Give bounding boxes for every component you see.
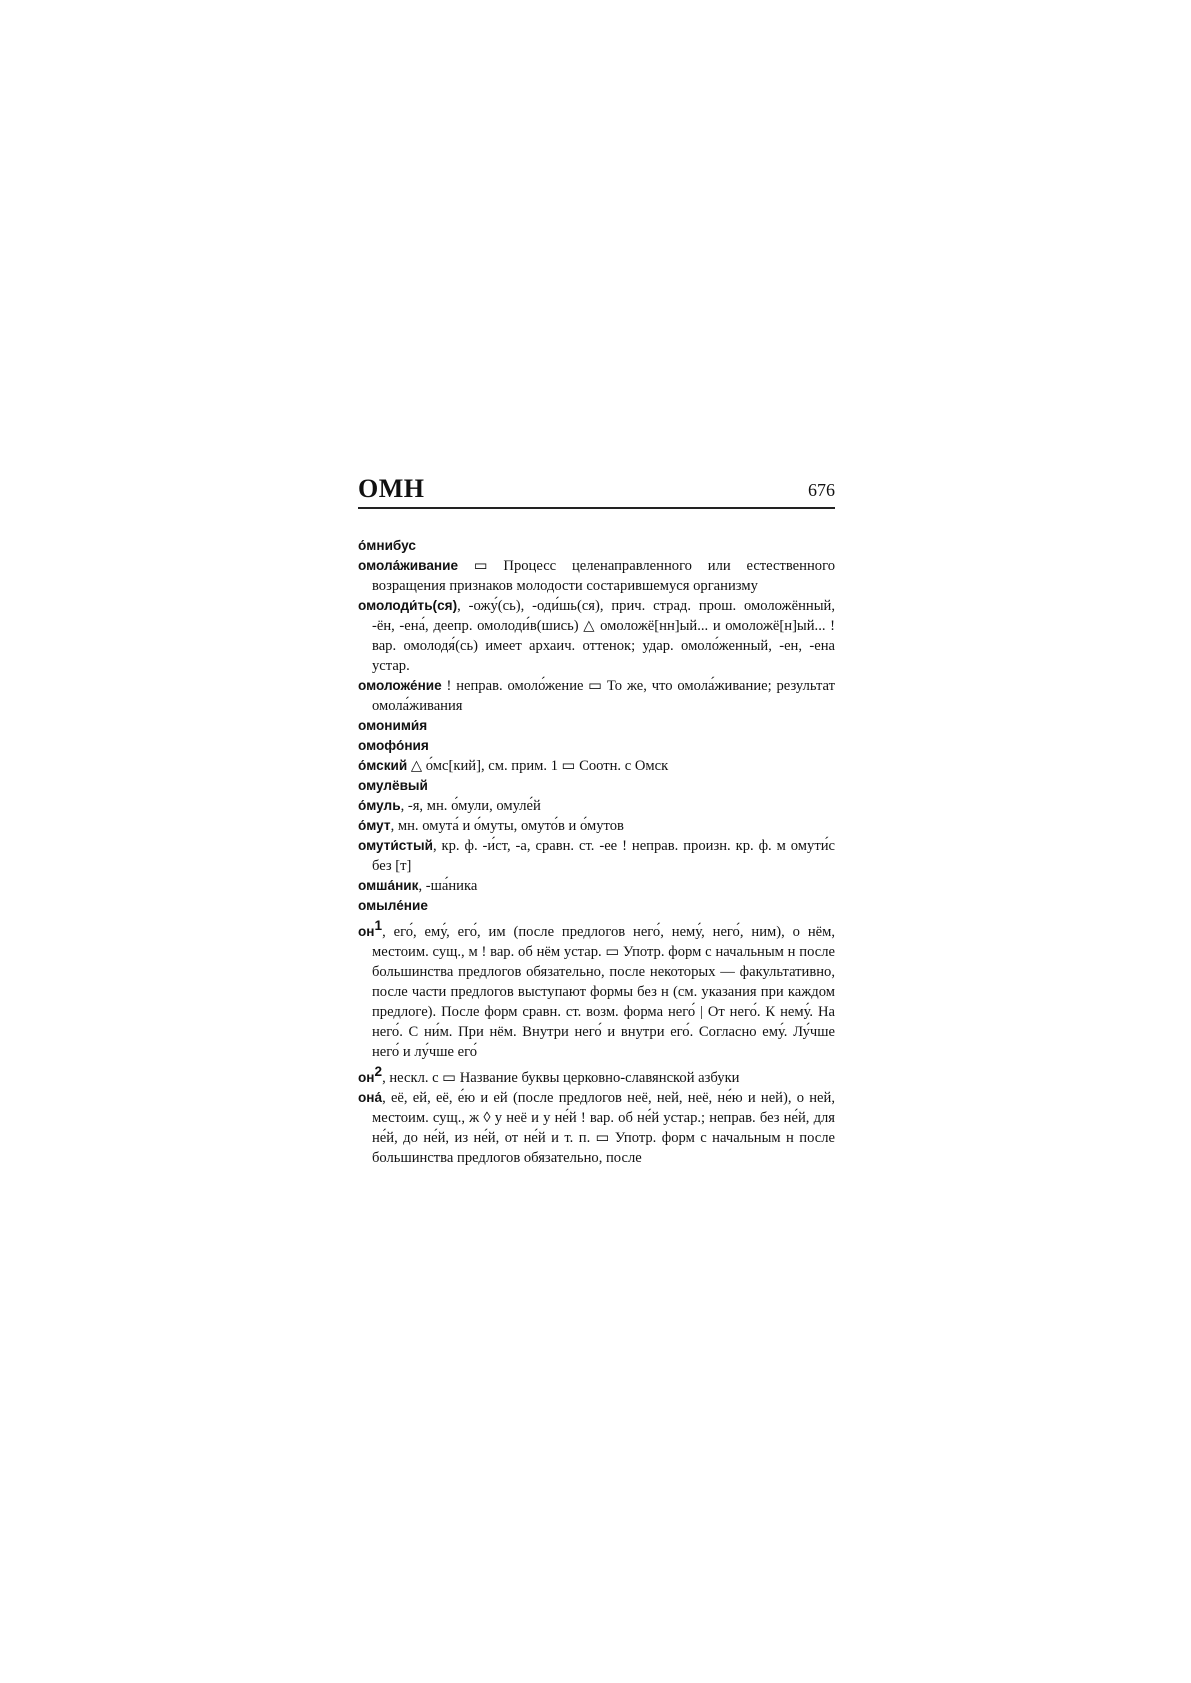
entry-headword: омулёвый	[358, 778, 428, 793]
dictionary-entry	[358, 896, 835, 916]
homonym-number: 2	[374, 1063, 383, 1079]
entry-headword: о́мский	[358, 758, 408, 773]
entry-body: , -я, мн. о́мули, омуле́й	[400, 798, 541, 814]
entry-body: , -ша́ника	[418, 878, 478, 894]
entry-headword: она́	[358, 1089, 383, 1105]
entry-headword: омоложе́ние	[358, 678, 442, 693]
entry-headword: о́мут	[358, 818, 391, 833]
dictionary-entry	[358, 756, 835, 776]
dictionary-entry	[358, 596, 835, 676]
dictionary-entry	[358, 556, 835, 596]
header-rule	[358, 507, 835, 509]
dictionary-page	[358, 474, 835, 1168]
entry-body: , кр. ф. -и́ст, -а, сравн. ст. -ее ! неправ. произн. кр. ф. м омути́с без [т]	[372, 838, 835, 874]
entry-body: , её, ей, её, е́ю и ей (после предлогов неё, ней, неё, не́ю и ней), о ней, местоим. сущ., ж ◊ у неё и у не́й ! вар. об не́й устар.; неправ. без не́й, для не́й, до не́й, из не́й, от не́й и т. п. ▭ Употр. форм с начальным н после большинства предлогов обязательно, после	[372, 1089, 835, 1166]
dictionary-entry	[358, 796, 835, 816]
entry-body: , мн. омута́ и о́муты, омуто́в и о́мутов	[390, 818, 624, 834]
dictionary-entry	[358, 536, 835, 556]
entry-body: , нескл. с ▭ Название буквы церковно-славянской азбуки	[382, 1069, 740, 1086]
page-header	[358, 474, 835, 508]
dictionary-entry	[358, 816, 835, 836]
dictionary-entry	[358, 716, 835, 736]
homonym-number: 1	[374, 918, 383, 933]
dictionary-entry	[358, 916, 835, 1062]
entry-headword: он	[358, 923, 375, 939]
entry-headword: он	[358, 1069, 375, 1085]
dictionary-entry	[358, 676, 835, 716]
entry-headword: омша́ник	[358, 878, 419, 893]
entry-headword: о́муль	[358, 798, 401, 813]
entry-headword: омути́стый	[358, 838, 433, 853]
dictionary-entry	[358, 876, 835, 896]
entry-headword: омолоди́ть(ся)	[358, 598, 458, 613]
dictionary-entry	[358, 1062, 835, 1088]
entry-body: ! неправ. омоло́жение ▭ То же, что омола́живание; результат омола́живания	[372, 678, 835, 714]
entry-body: , -ожу́(сь), -оди́шь(ся), прич. страд. прош. омоложённый, -ён, -ена́, деепр. омолоди́в(шись) △ омоложё[нн]ый... и омоложё[н]ый... ! вар. омолодя́(сь) имеет архаич. оттенок; удар. омоло́женный, -ен, -ена устар.	[372, 598, 835, 674]
entry-headword: омыле́ние	[358, 898, 428, 913]
entry-list	[358, 536, 835, 1168]
dictionary-entry	[358, 736, 835, 756]
entry-headword: омола́живание	[358, 558, 459, 573]
entry-headword: омоними́я	[358, 718, 428, 733]
page-number: 676	[808, 480, 835, 500]
entry-body: ▭ Процесс целенаправленного или естественного возращения признаков молодости состарившемуся организму	[372, 558, 835, 594]
entry-body: , его́, ему́, его́, им (после предлогов него́, нему́, него́, ним), о нём, местоим. сущ., м ! вар. об нём устар. ▭ Употр. форм с начальным н после большинства предлогов обязательно, после некоторых — факультативно, после части предлогов выступают формы без н (см. указания при каждом предлоге). После форм сравн. ст. возм. форма него́ | От него́. К нему́. На него́. С ни́м. При нём. Внутри него́ и внутри его́. Согласно ему́. Лу́чше него́ и лу́чше его́	[372, 923, 835, 1060]
entry-body: △ о́мс[кий], см. прим. 1 ▭ Соотн. с Омск	[407, 758, 669, 774]
dictionary-entry	[358, 836, 835, 876]
dictionary-entry	[358, 1088, 835, 1168]
dictionary-entry	[358, 776, 835, 796]
entry-headword: омофо́ния	[358, 738, 429, 753]
running-head: ОМН	[358, 474, 425, 503]
entry-headword: о́мнибус	[358, 538, 416, 553]
